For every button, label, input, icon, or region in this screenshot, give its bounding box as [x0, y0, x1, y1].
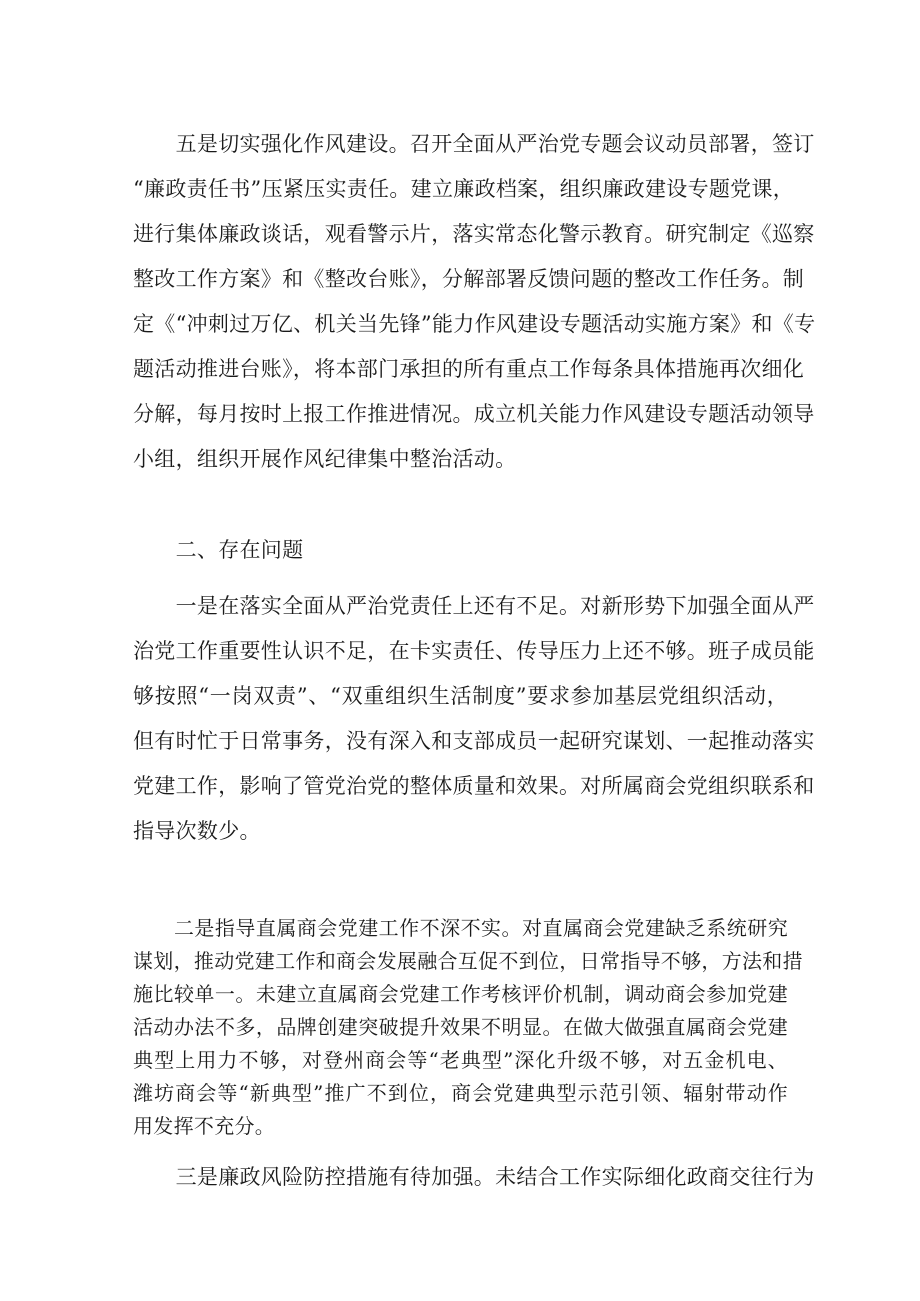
text-line: 五是切实强化作风建设。召开全面从严治党专题会议动员部署，签订 [133, 132, 815, 156]
text-line: 治党工作重要性认识不足，在卡实责任、传导压力上还不够。班子成员能 [133, 639, 815, 663]
text-line: 用发挥不充分。 [133, 1114, 276, 1138]
section-heading-text: 二、存在问题 [133, 538, 304, 562]
text-line: 分解，每月按时上报工作推进情况。成立机关能力作风建设专题活动领导 [133, 402, 815, 426]
text-line: 整改工作方案》和《整改台账》，分解部署反馈问题的整改工作任务。制 [133, 267, 805, 291]
text-line: 定《“冲刺过万亿、机关当先锋”能力作风建设专题活动实施方案》和《专 [133, 312, 816, 336]
paragraph-issue-two [133, 912, 803, 1143]
text-line: 小组，组织开展作风纪律集中整治活动。 [133, 447, 517, 471]
text-line: “廉政责任书”压紧压实责任。建立廉政档案，组织廉政建设专题党课， [133, 177, 795, 201]
text-line: 题活动推进台账》，将本部门承担的所有重点工作每条具体措施再次细化 [133, 357, 805, 381]
text-line: 但有时忙于日常事务，没有深入和支部成员一起研究谋划、一起推动落实 [133, 729, 815, 753]
text-line: 党建工作，影响了管党治党的整体质量和效果。对所属商会党组织联系和 [133, 774, 815, 798]
text-line: 典型上用力不够，对登州商会等“老典型”深化升级不够，对五金机电、 [133, 1048, 788, 1072]
text-line: 进行集体廉政谈话，观看警示片，落实常态化警示教育。研究制定《巡察 [133, 222, 815, 246]
paragraph-style-building [133, 122, 816, 482]
text-line: 一是在落实全面从严治党责任上还有不足。对新形势下加强全面从严 [133, 594, 815, 618]
text-line: 活动办法不多，品牌创建突破提升效果不明显。在做大做强直属商会党建 [133, 1015, 788, 1039]
text-line: 施比较单一。未建立直属商会党建工作考核评价机制，调动商会参加党建 [133, 982, 788, 1006]
section-heading [133, 528, 788, 573]
text-line: 够按照“一岗双责”、“双重组织生活制度”要求参加基层党组织活动， [133, 684, 788, 708]
paragraph-issue-one [133, 584, 815, 854]
paragraph-issue-three [133, 1155, 815, 1200]
text-line: 谋划，推动党建工作和商会发展融合互促不到位，日常指导不够，方法和措 [133, 949, 803, 973]
text-line: 三是廉政风险防控措施有待加强。未结合工作实际细化政商交往行为 [133, 1165, 815, 1189]
text-line: 指导次数少。 [133, 819, 261, 843]
text-line: 二是指导直属商会党建工作不深不实。对直属商会党建缺乏系统研究 [133, 916, 788, 940]
text-line: 潍坊商会等“新典型”推广不到位，商会党建典型示范引领、辐射带动作 [133, 1081, 788, 1105]
